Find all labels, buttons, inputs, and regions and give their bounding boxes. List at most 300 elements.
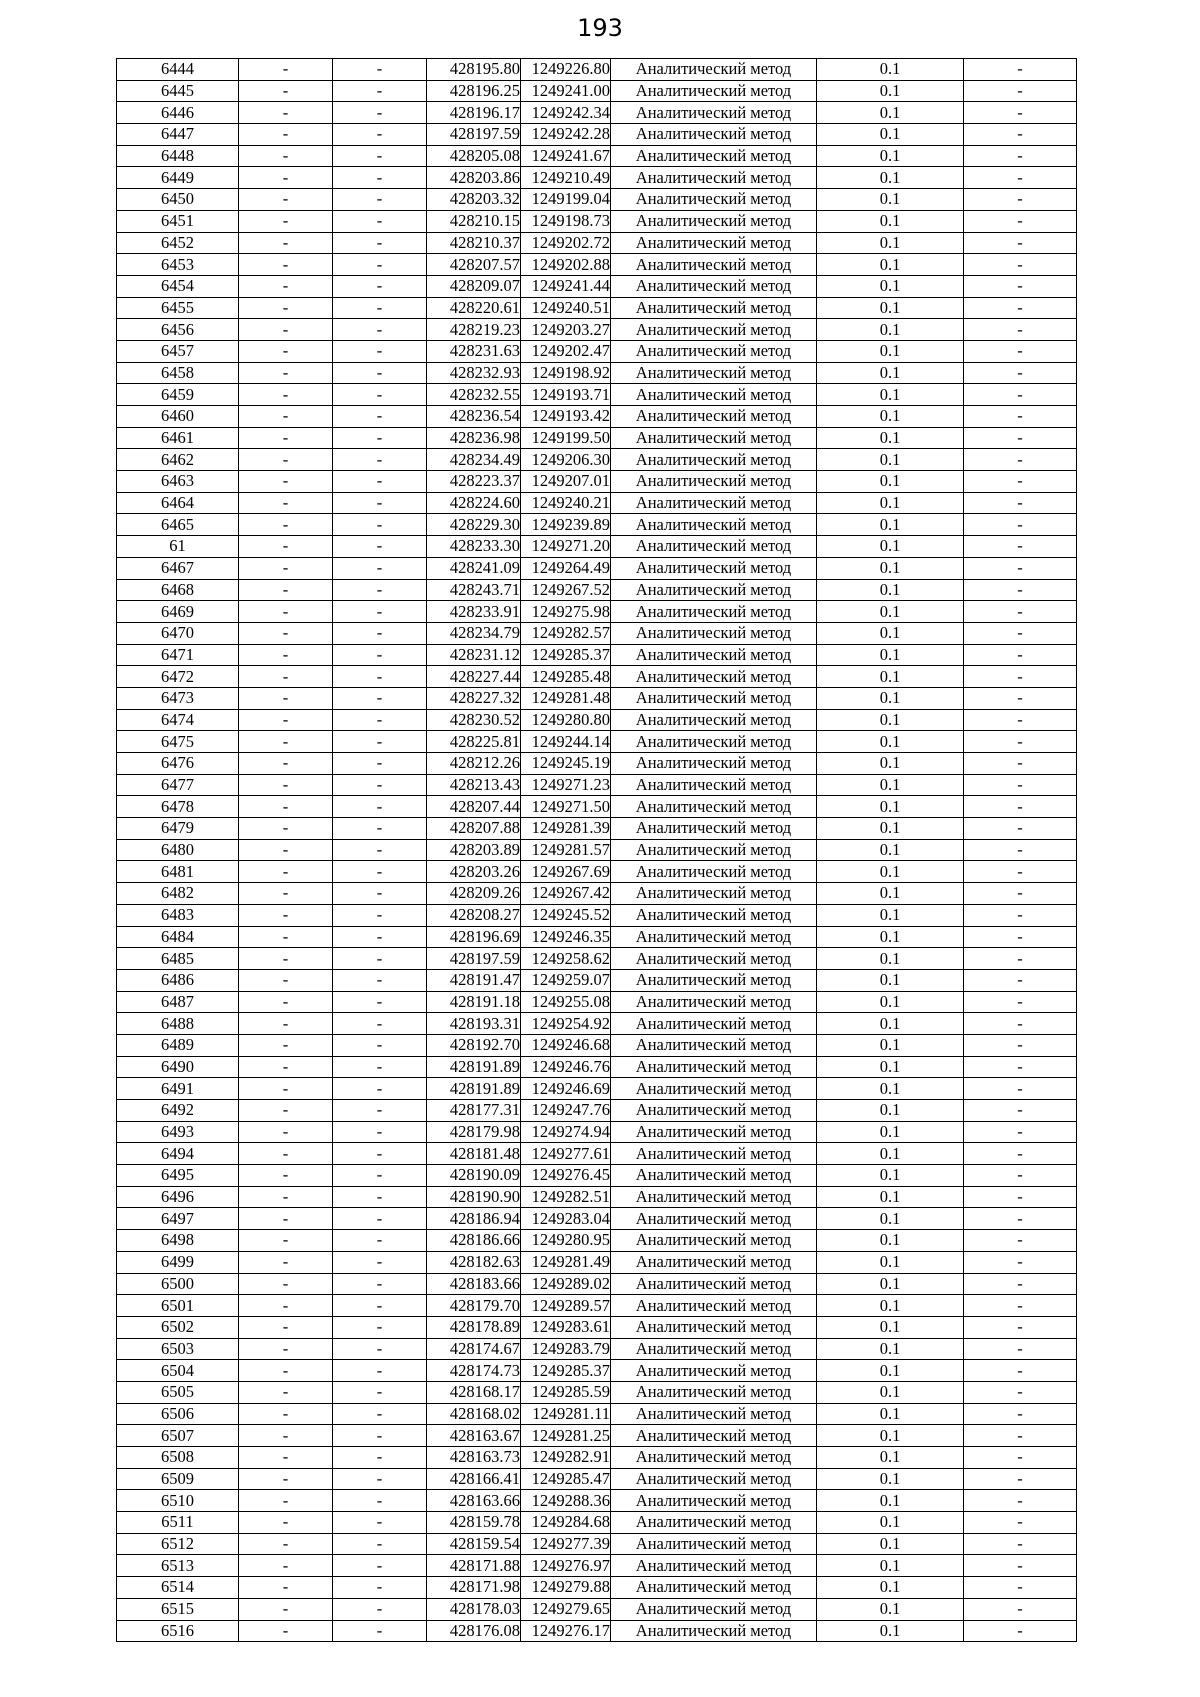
x-coordinate-cell: 428195.80 bbox=[427, 59, 521, 81]
y-coordinate-cell: 1249198.73 bbox=[521, 210, 611, 232]
empty-cell-b: - bbox=[333, 210, 427, 232]
empty-cell-a: - bbox=[239, 818, 333, 840]
empty-cell-a: - bbox=[239, 471, 333, 493]
x-coordinate-cell: 428178.03 bbox=[427, 1598, 521, 1620]
accuracy-cell: 0.1 bbox=[817, 340, 964, 362]
accuracy-cell: 0.1 bbox=[817, 1078, 964, 1100]
empty-cell-a: - bbox=[239, 254, 333, 276]
note-cell: - bbox=[964, 904, 1077, 926]
point-number-cell: 6474 bbox=[117, 709, 239, 731]
table-row bbox=[117, 340, 1077, 362]
y-coordinate-cell: 1249241.44 bbox=[521, 275, 611, 297]
empty-cell-b: - bbox=[333, 124, 427, 146]
table-row bbox=[117, 1208, 1077, 1230]
empty-cell-b: - bbox=[333, 406, 427, 428]
table-row bbox=[117, 1381, 1077, 1403]
accuracy-cell: 0.1 bbox=[817, 1295, 964, 1317]
method-cell: Аналитический метод bbox=[611, 1598, 817, 1620]
point-number-cell: 6452 bbox=[117, 232, 239, 254]
accuracy-cell: 0.1 bbox=[817, 362, 964, 384]
point-number-cell: 6506 bbox=[117, 1403, 239, 1425]
table-row bbox=[117, 297, 1077, 319]
point-number-cell: 6503 bbox=[117, 1338, 239, 1360]
x-coordinate-cell: 428210.37 bbox=[427, 232, 521, 254]
method-cell: Аналитический метод bbox=[611, 232, 817, 254]
accuracy-cell: 0.1 bbox=[817, 753, 964, 775]
table-row bbox=[117, 1273, 1077, 1295]
note-cell: - bbox=[964, 883, 1077, 905]
accuracy-cell: 0.1 bbox=[817, 406, 964, 428]
method-cell: Аналитический метод bbox=[611, 1447, 817, 1469]
point-number-cell: 6498 bbox=[117, 1230, 239, 1252]
accuracy-cell: 0.1 bbox=[817, 1251, 964, 1273]
table-row bbox=[117, 1251, 1077, 1273]
empty-cell-a: - bbox=[239, 145, 333, 167]
method-cell: Аналитический метод bbox=[611, 275, 817, 297]
method-cell: Аналитический метод bbox=[611, 1468, 817, 1490]
accuracy-cell: 0.1 bbox=[817, 536, 964, 558]
table-row bbox=[117, 1598, 1077, 1620]
table-row bbox=[117, 102, 1077, 124]
point-number-cell: 6459 bbox=[117, 384, 239, 406]
y-coordinate-cell: 1249276.45 bbox=[521, 1165, 611, 1187]
x-coordinate-cell: 428203.32 bbox=[427, 189, 521, 211]
x-coordinate-cell: 428190.09 bbox=[427, 1165, 521, 1187]
point-number-cell: 6458 bbox=[117, 362, 239, 384]
point-number-cell: 6486 bbox=[117, 969, 239, 991]
accuracy-cell: 0.1 bbox=[817, 124, 964, 146]
empty-cell-a: - bbox=[239, 796, 333, 818]
empty-cell-b: - bbox=[333, 1186, 427, 1208]
note-cell: - bbox=[964, 1403, 1077, 1425]
empty-cell-b: - bbox=[333, 340, 427, 362]
accuracy-cell: 0.1 bbox=[817, 210, 964, 232]
empty-cell-b: - bbox=[333, 753, 427, 775]
y-coordinate-cell: 1249264.49 bbox=[521, 557, 611, 579]
y-coordinate-cell: 1249282.51 bbox=[521, 1186, 611, 1208]
point-number-cell: 6507 bbox=[117, 1425, 239, 1447]
method-cell: Аналитический метод bbox=[611, 731, 817, 753]
accuracy-cell: 0.1 bbox=[817, 579, 964, 601]
x-coordinate-cell: 428236.98 bbox=[427, 427, 521, 449]
point-number-cell: 6484 bbox=[117, 926, 239, 948]
point-number-cell: 6489 bbox=[117, 1034, 239, 1056]
table-body bbox=[117, 59, 1077, 1642]
empty-cell-a: - bbox=[239, 1403, 333, 1425]
empty-cell-a: - bbox=[239, 1251, 333, 1273]
empty-cell-a: - bbox=[239, 883, 333, 905]
empty-cell-b: - bbox=[333, 1338, 427, 1360]
point-number-cell: 6488 bbox=[117, 1013, 239, 1035]
empty-cell-b: - bbox=[333, 1555, 427, 1577]
x-coordinate-cell: 428209.26 bbox=[427, 883, 521, 905]
accuracy-cell: 0.1 bbox=[817, 1620, 964, 1642]
empty-cell-b: - bbox=[333, 861, 427, 883]
note-cell: - bbox=[964, 232, 1077, 254]
table-row bbox=[117, 384, 1077, 406]
note-cell: - bbox=[964, 427, 1077, 449]
note-cell: - bbox=[964, 644, 1077, 666]
accuracy-cell: 0.1 bbox=[817, 774, 964, 796]
note-cell: - bbox=[964, 167, 1077, 189]
x-coordinate-cell: 428183.66 bbox=[427, 1273, 521, 1295]
accuracy-cell: 0.1 bbox=[817, 1381, 964, 1403]
point-number-cell: 6470 bbox=[117, 622, 239, 644]
x-coordinate-cell: 428186.94 bbox=[427, 1208, 521, 1230]
method-cell: Аналитический метод bbox=[611, 948, 817, 970]
table-row bbox=[117, 818, 1077, 840]
x-coordinate-cell: 428227.44 bbox=[427, 666, 521, 688]
point-number-cell: 6467 bbox=[117, 557, 239, 579]
empty-cell-a: - bbox=[239, 1447, 333, 1469]
x-coordinate-cell: 428177.31 bbox=[427, 1100, 521, 1122]
y-coordinate-cell: 1249285.37 bbox=[521, 1360, 611, 1382]
accuracy-cell: 0.1 bbox=[817, 666, 964, 688]
x-coordinate-cell: 428191.47 bbox=[427, 969, 521, 991]
note-cell: - bbox=[964, 1577, 1077, 1599]
table-row bbox=[117, 1577, 1077, 1599]
accuracy-cell: 0.1 bbox=[817, 948, 964, 970]
accuracy-cell: 0.1 bbox=[817, 1338, 964, 1360]
y-coordinate-cell: 1249281.11 bbox=[521, 1403, 611, 1425]
method-cell: Аналитический метод bbox=[611, 384, 817, 406]
table-row bbox=[117, 210, 1077, 232]
x-coordinate-cell: 428207.57 bbox=[427, 254, 521, 276]
table-row bbox=[117, 1490, 1077, 1512]
y-coordinate-cell: 1249203.27 bbox=[521, 319, 611, 341]
note-cell: - bbox=[964, 1295, 1077, 1317]
method-cell: Аналитический метод bbox=[611, 1512, 817, 1534]
empty-cell-b: - bbox=[333, 471, 427, 493]
y-coordinate-cell: 1249210.49 bbox=[521, 167, 611, 189]
empty-cell-a: - bbox=[239, 1100, 333, 1122]
accuracy-cell: 0.1 bbox=[817, 1447, 964, 1469]
empty-cell-b: - bbox=[333, 384, 427, 406]
empty-cell-b: - bbox=[333, 1381, 427, 1403]
method-cell: Аналитический метод bbox=[611, 1186, 817, 1208]
y-coordinate-cell: 1249288.36 bbox=[521, 1490, 611, 1512]
empty-cell-b: - bbox=[333, 926, 427, 948]
empty-cell-a: - bbox=[239, 666, 333, 688]
point-number-cell: 6468 bbox=[117, 579, 239, 601]
empty-cell-b: - bbox=[333, 275, 427, 297]
point-number-cell: 6455 bbox=[117, 297, 239, 319]
table-row bbox=[117, 145, 1077, 167]
accuracy-cell: 0.1 bbox=[817, 861, 964, 883]
point-number-cell: 6450 bbox=[117, 189, 239, 211]
table-row bbox=[117, 1078, 1077, 1100]
x-coordinate-cell: 428234.79 bbox=[427, 622, 521, 644]
table-row bbox=[117, 579, 1077, 601]
method-cell: Аналитический метод bbox=[611, 189, 817, 211]
y-coordinate-cell: 1249242.34 bbox=[521, 102, 611, 124]
x-coordinate-cell: 428159.54 bbox=[427, 1533, 521, 1555]
x-coordinate-cell: 428231.63 bbox=[427, 340, 521, 362]
empty-cell-b: - bbox=[333, 883, 427, 905]
empty-cell-a: - bbox=[239, 1555, 333, 1577]
table-row bbox=[117, 1447, 1077, 1469]
table-row bbox=[117, 427, 1077, 449]
x-coordinate-cell: 428213.43 bbox=[427, 774, 521, 796]
point-number-cell: 6465 bbox=[117, 514, 239, 536]
accuracy-cell: 0.1 bbox=[817, 904, 964, 926]
empty-cell-b: - bbox=[333, 102, 427, 124]
note-cell: - bbox=[964, 1251, 1077, 1273]
accuracy-cell: 0.1 bbox=[817, 1316, 964, 1338]
accuracy-cell: 0.1 bbox=[817, 145, 964, 167]
note-cell: - bbox=[964, 1316, 1077, 1338]
method-cell: Аналитический метод bbox=[611, 59, 817, 81]
method-cell: Аналитический метод bbox=[611, 1230, 817, 1252]
note-cell: - bbox=[964, 1165, 1077, 1187]
y-coordinate-cell: 1249202.72 bbox=[521, 232, 611, 254]
table-row bbox=[117, 839, 1077, 861]
accuracy-cell: 0.1 bbox=[817, 1490, 964, 1512]
point-number-cell: 6485 bbox=[117, 948, 239, 970]
y-coordinate-cell: 1249271.50 bbox=[521, 796, 611, 818]
empty-cell-a: - bbox=[239, 1013, 333, 1035]
y-coordinate-cell: 1249271.20 bbox=[521, 536, 611, 558]
empty-cell-a: - bbox=[239, 1316, 333, 1338]
note-cell: - bbox=[964, 59, 1077, 81]
point-number-cell: 6464 bbox=[117, 492, 239, 514]
empty-cell-a: - bbox=[239, 861, 333, 883]
accuracy-cell: 0.1 bbox=[817, 189, 964, 211]
table-row bbox=[117, 991, 1077, 1013]
method-cell: Аналитический метод bbox=[611, 1100, 817, 1122]
note-cell: - bbox=[964, 753, 1077, 775]
x-coordinate-cell: 428174.67 bbox=[427, 1338, 521, 1360]
empty-cell-b: - bbox=[333, 1533, 427, 1555]
x-coordinate-cell: 428179.70 bbox=[427, 1295, 521, 1317]
empty-cell-b: - bbox=[333, 731, 427, 753]
empty-cell-b: - bbox=[333, 687, 427, 709]
y-coordinate-cell: 1249285.37 bbox=[521, 644, 611, 666]
accuracy-cell: 0.1 bbox=[817, 1208, 964, 1230]
y-coordinate-cell: 1249277.39 bbox=[521, 1533, 611, 1555]
accuracy-cell: 0.1 bbox=[817, 1598, 964, 1620]
y-coordinate-cell: 1249207.01 bbox=[521, 471, 611, 493]
empty-cell-b: - bbox=[333, 1251, 427, 1273]
point-number-cell: 6476 bbox=[117, 753, 239, 775]
table-row bbox=[117, 1100, 1077, 1122]
x-coordinate-cell: 428203.89 bbox=[427, 839, 521, 861]
x-coordinate-cell: 428224.60 bbox=[427, 492, 521, 514]
empty-cell-a: - bbox=[239, 1533, 333, 1555]
empty-cell-b: - bbox=[333, 774, 427, 796]
empty-cell-b: - bbox=[333, 449, 427, 471]
y-coordinate-cell: 1249279.65 bbox=[521, 1598, 611, 1620]
table-row bbox=[117, 926, 1077, 948]
point-number-cell: 6449 bbox=[117, 167, 239, 189]
empty-cell-b: - bbox=[333, 1056, 427, 1078]
y-coordinate-cell: 1249282.57 bbox=[521, 622, 611, 644]
method-cell: Аналитический метод bbox=[611, 514, 817, 536]
empty-cell-a: - bbox=[239, 102, 333, 124]
x-coordinate-cell: 428209.07 bbox=[427, 275, 521, 297]
empty-cell-b: - bbox=[333, 796, 427, 818]
point-number-cell: 6475 bbox=[117, 731, 239, 753]
note-cell: - bbox=[964, 1447, 1077, 1469]
x-coordinate-cell: 428230.52 bbox=[427, 709, 521, 731]
empty-cell-b: - bbox=[333, 232, 427, 254]
method-cell: Аналитический метод bbox=[611, 839, 817, 861]
y-coordinate-cell: 1249283.04 bbox=[521, 1208, 611, 1230]
method-cell: Аналитический метод bbox=[611, 167, 817, 189]
y-coordinate-cell: 1249245.52 bbox=[521, 904, 611, 926]
point-number-cell: 6478 bbox=[117, 796, 239, 818]
y-coordinate-cell: 1249246.68 bbox=[521, 1034, 611, 1056]
empty-cell-b: - bbox=[333, 601, 427, 623]
empty-cell-a: - bbox=[239, 1295, 333, 1317]
point-number-cell: 6457 bbox=[117, 340, 239, 362]
empty-cell-a: - bbox=[239, 1360, 333, 1382]
y-coordinate-cell: 1249283.79 bbox=[521, 1338, 611, 1360]
y-coordinate-cell: 1249280.95 bbox=[521, 1230, 611, 1252]
empty-cell-a: - bbox=[239, 362, 333, 384]
note-cell: - bbox=[964, 1533, 1077, 1555]
x-coordinate-cell: 428232.55 bbox=[427, 384, 521, 406]
table-row bbox=[117, 536, 1077, 558]
point-number-cell: 6448 bbox=[117, 145, 239, 167]
method-cell: Аналитический метод bbox=[611, 1295, 817, 1317]
y-coordinate-cell: 1249202.88 bbox=[521, 254, 611, 276]
table-row bbox=[117, 275, 1077, 297]
method-cell: Аналитический метод bbox=[611, 601, 817, 623]
y-coordinate-cell: 1249247.76 bbox=[521, 1100, 611, 1122]
note-cell: - bbox=[964, 102, 1077, 124]
note-cell: - bbox=[964, 492, 1077, 514]
note-cell: - bbox=[964, 210, 1077, 232]
method-cell: Аналитический метод bbox=[611, 1403, 817, 1425]
y-coordinate-cell: 1249271.23 bbox=[521, 774, 611, 796]
point-number-cell: 6512 bbox=[117, 1533, 239, 1555]
y-coordinate-cell: 1249289.02 bbox=[521, 1273, 611, 1295]
empty-cell-b: - bbox=[333, 1403, 427, 1425]
accuracy-cell: 0.1 bbox=[817, 731, 964, 753]
empty-cell-a: - bbox=[239, 1338, 333, 1360]
note-cell: - bbox=[964, 969, 1077, 991]
accuracy-cell: 0.1 bbox=[817, 839, 964, 861]
method-cell: Аналитический метод bbox=[611, 297, 817, 319]
note-cell: - bbox=[964, 189, 1077, 211]
note-cell: - bbox=[964, 1078, 1077, 1100]
method-cell: Аналитический метод bbox=[611, 1555, 817, 1577]
empty-cell-b: - bbox=[333, 427, 427, 449]
method-cell: Аналитический метод bbox=[611, 904, 817, 926]
note-cell: - bbox=[964, 948, 1077, 970]
note-cell: - bbox=[964, 340, 1077, 362]
empty-cell-a: - bbox=[239, 514, 333, 536]
note-cell: - bbox=[964, 1143, 1077, 1165]
method-cell: Аналитический метод bbox=[611, 449, 817, 471]
table-row bbox=[117, 492, 1077, 514]
table-row bbox=[117, 1316, 1077, 1338]
accuracy-cell: 0.1 bbox=[817, 991, 964, 1013]
table-row bbox=[117, 1165, 1077, 1187]
empty-cell-b: - bbox=[333, 1620, 427, 1642]
empty-cell-a: - bbox=[239, 731, 333, 753]
table-row bbox=[117, 254, 1077, 276]
table-row bbox=[117, 189, 1077, 211]
empty-cell-b: - bbox=[333, 254, 427, 276]
empty-cell-a: - bbox=[239, 753, 333, 775]
y-coordinate-cell: 1249240.51 bbox=[521, 297, 611, 319]
y-coordinate-cell: 1249240.21 bbox=[521, 492, 611, 514]
point-number-cell: 6497 bbox=[117, 1208, 239, 1230]
method-cell: Аналитический метод bbox=[611, 926, 817, 948]
x-coordinate-cell: 428191.89 bbox=[427, 1078, 521, 1100]
y-coordinate-cell: 1249246.69 bbox=[521, 1078, 611, 1100]
note-cell: - bbox=[964, 839, 1077, 861]
accuracy-cell: 0.1 bbox=[817, 1468, 964, 1490]
accuracy-cell: 0.1 bbox=[817, 59, 964, 81]
point-number-cell: 6444 bbox=[117, 59, 239, 81]
y-coordinate-cell: 1249289.57 bbox=[521, 1295, 611, 1317]
accuracy-cell: 0.1 bbox=[817, 1360, 964, 1382]
point-number-cell: 6496 bbox=[117, 1186, 239, 1208]
empty-cell-a: - bbox=[239, 80, 333, 102]
empty-cell-b: - bbox=[333, 1230, 427, 1252]
table-row bbox=[117, 904, 1077, 926]
method-cell: Аналитический метод bbox=[611, 1577, 817, 1599]
x-coordinate-cell: 428207.88 bbox=[427, 818, 521, 840]
table-row bbox=[117, 1230, 1077, 1252]
table-row bbox=[117, 362, 1077, 384]
accuracy-cell: 0.1 bbox=[817, 1186, 964, 1208]
empty-cell-a: - bbox=[239, 210, 333, 232]
point-number-cell: 6502 bbox=[117, 1316, 239, 1338]
table-row bbox=[117, 1425, 1077, 1447]
x-coordinate-cell: 428163.67 bbox=[427, 1425, 521, 1447]
note-cell: - bbox=[964, 709, 1077, 731]
accuracy-cell: 0.1 bbox=[817, 1403, 964, 1425]
empty-cell-a: - bbox=[239, 1230, 333, 1252]
point-number-cell: 6509 bbox=[117, 1468, 239, 1490]
y-coordinate-cell: 1249267.69 bbox=[521, 861, 611, 883]
method-cell: Аналитический метод bbox=[611, 1013, 817, 1035]
x-coordinate-cell: 428203.86 bbox=[427, 167, 521, 189]
method-cell: Аналитический метод bbox=[611, 579, 817, 601]
note-cell: - bbox=[964, 80, 1077, 102]
table-row bbox=[117, 1533, 1077, 1555]
y-coordinate-cell: 1249259.07 bbox=[521, 969, 611, 991]
accuracy-cell: 0.1 bbox=[817, 449, 964, 471]
empty-cell-b: - bbox=[333, 1447, 427, 1469]
empty-cell-a: - bbox=[239, 124, 333, 146]
method-cell: Аналитический метод bbox=[611, 1056, 817, 1078]
table-row bbox=[117, 948, 1077, 970]
x-coordinate-cell: 428231.12 bbox=[427, 644, 521, 666]
empty-cell-a: - bbox=[239, 926, 333, 948]
table-row bbox=[117, 449, 1077, 471]
point-number-cell: 6462 bbox=[117, 449, 239, 471]
note-cell: - bbox=[964, 449, 1077, 471]
table-row bbox=[117, 687, 1077, 709]
method-cell: Аналитический метод bbox=[611, 1143, 817, 1165]
note-cell: - bbox=[964, 861, 1077, 883]
empty-cell-b: - bbox=[333, 59, 427, 81]
accuracy-cell: 0.1 bbox=[817, 796, 964, 818]
x-coordinate-cell: 428186.66 bbox=[427, 1230, 521, 1252]
y-coordinate-cell: 1249280.80 bbox=[521, 709, 611, 731]
note-cell: - bbox=[964, 362, 1077, 384]
x-coordinate-cell: 428243.71 bbox=[427, 579, 521, 601]
note-cell: - bbox=[964, 1273, 1077, 1295]
empty-cell-b: - bbox=[333, 536, 427, 558]
x-coordinate-cell: 428241.09 bbox=[427, 557, 521, 579]
table-row bbox=[117, 601, 1077, 623]
